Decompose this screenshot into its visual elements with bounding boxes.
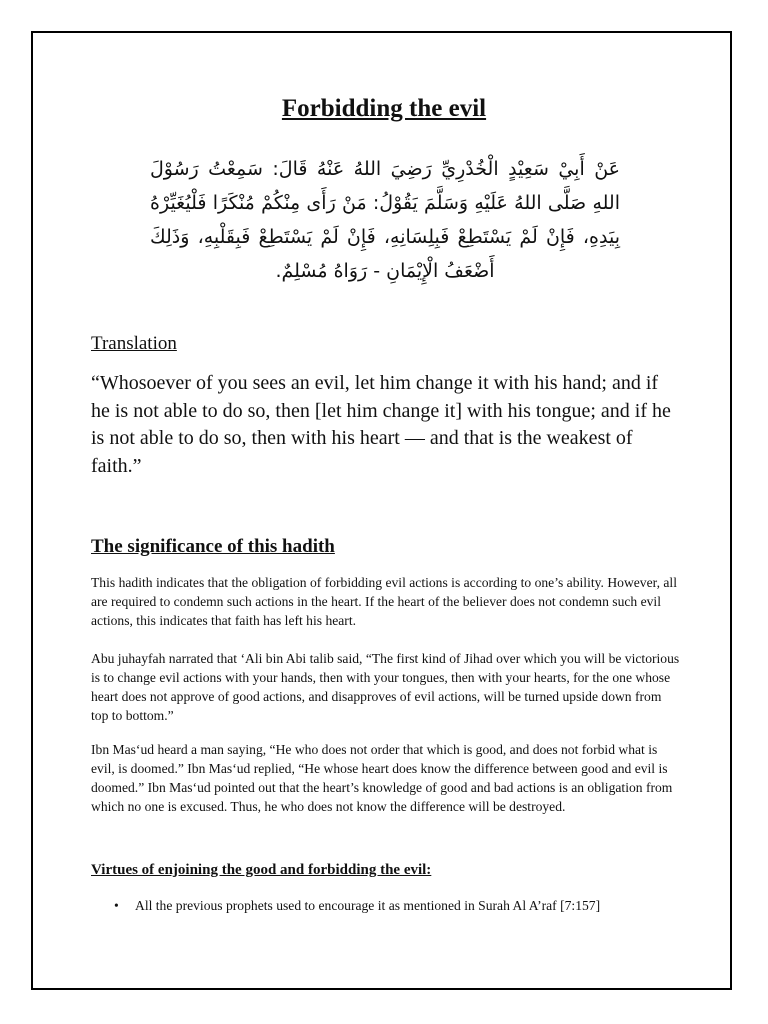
significance-heading: The significance of this hadith — [91, 536, 335, 557]
paragraph-ability: This hadith indicates that the obligation of forbidding evil actions is according to one’s ability. However, all are required to condemn such actions in the heart. If the heart of the believer does not condemn such evil actions, this indicates that faith has left his heart. — [91, 575, 677, 628]
translation-text: “Whosoever of you sees an evil, let him change it with his hand; and if he is not able to do so, then [let him change it] with his tongue; and if he is not able to do so, then with his heart — and that is the weakest of faith.” — [91, 372, 671, 477]
list-item — [114, 896, 600, 915]
arabic-hadith-text: عَنْ أَبِيْ سَعِيْدٍ الْخُدْرِيِّ رَضِيَ اللهُ عَنْهُ قَالَ: سَمِعْتُ رَسُوْلَ اللهِ صَلَّى اللهُ عَلَيْهِ وَسَلَّمَ يَقُوْلُ: مَنْ رَأَى مِنْكُمْ مُنْكَرًا فَلْيُغَيِّرْهُ بِيَدِهِ، فَإِنْ لَمْ يَسْتَطِعْ فَبِلِسَانِهِ، فَإِنْ لَمْ يَسْتَطِعْ فَبِقَلْبِهِ، وَذَلِكَ أَضْعَفُ الْإِيْمَانِ - رَوَاهُ مُسْلِمٌ. — [150, 158, 620, 282]
bullet-icon: • — [114, 898, 119, 913]
translation-heading: Translation — [91, 333, 177, 354]
paragraph-ibn-masud: Ibn Mas‘ud heard a man saying, “He who does not order that which is good, and does not forbid what is evil, is doomed.” Ibn Mas‘ud replied, “He whose heart does know the difference between good and evil is doomed.” Ibn Mas‘ud pointed out that the heart’s knowledge of good and bad actions is an obligation from which no one is excused. Thus, he who does not know the difference will be destroyed. — [91, 742, 673, 814]
page-title: Forbidding the evil — [281, 95, 487, 122]
list-item-text: All the previous prophets used to encourage it as mentioned in Surah Al A’raf [7:157] — [135, 898, 601, 913]
virtues-heading: Virtues of enjoining the good and forbidding the evil: — [91, 862, 432, 878]
virtues-list — [114, 896, 600, 915]
paragraph-abu-juhayfah: Abu juhayfah narrated that ‘Ali bin Abi talib said, “The first kind of Jihad over which you will be victorious is to change evil actions with your hands, then with your tongues, then with your hearts, for the one whose heart does not approve of good actions, and disapproves of evil actions, will be turned upside down from top to bottom.” — [91, 651, 680, 723]
